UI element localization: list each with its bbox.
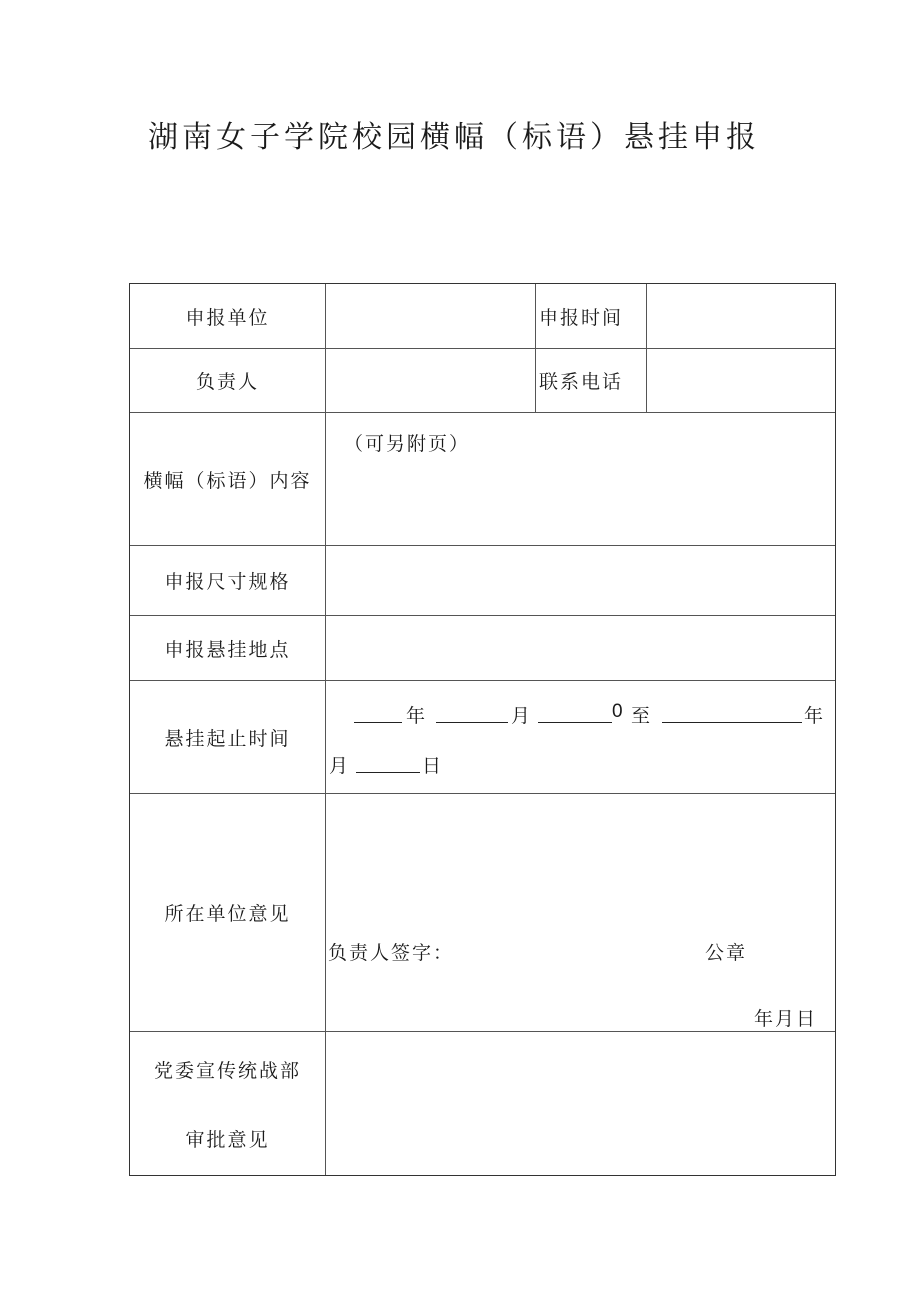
row-person-phone	[130, 349, 835, 413]
period-label: 悬挂起止时间	[130, 681, 326, 793]
start-year-blank[interactable]	[354, 722, 402, 723]
start-month-blank[interactable]	[436, 722, 508, 723]
place-label: 申报悬挂地点	[130, 616, 326, 680]
person-field[interactable]	[326, 349, 536, 412]
end-year-blank[interactable]	[662, 722, 802, 723]
size-field[interactable]	[326, 546, 835, 615]
seal-label: 公章	[705, 942, 748, 964]
approval-field[interactable]	[326, 1032, 835, 1175]
unit-opinion-field[interactable]	[326, 794, 835, 1031]
unit-field[interactable]	[326, 284, 536, 348]
to-text: 至	[631, 705, 653, 727]
row-period	[130, 681, 835, 794]
time-label: 申报时间	[536, 284, 647, 348]
person-label: 负责人	[130, 349, 326, 412]
end-day-text: 日	[422, 755, 444, 777]
content-note: （可另附页）	[344, 433, 471, 455]
date-label: 年月日	[754, 1008, 818, 1030]
end-month-text: 月	[329, 755, 351, 777]
content-field[interactable]	[326, 413, 835, 545]
signature-label: 负责人签字：	[328, 942, 455, 964]
content-label: 横幅（标语）内容	[130, 413, 326, 545]
application-form	[129, 283, 836, 1176]
size-label: 申报尺寸规格	[130, 546, 326, 615]
row-place	[130, 616, 835, 681]
approval-label-line1: 党委宣传统战部	[153, 1059, 301, 1082]
phone-label: 联系电话	[536, 349, 647, 412]
end-day-blank[interactable]	[356, 772, 420, 773]
approval-label-line2: 审批意见	[185, 1128, 270, 1151]
end-year-text: 年	[804, 705, 826, 727]
start-year-text: 年	[406, 705, 428, 727]
time-field[interactable]	[647, 284, 835, 348]
approval-label	[130, 1032, 326, 1175]
unit-opinion-label: 所在单位意见	[130, 794, 326, 1031]
form-title: 湖南女子学院校园横幅（标语）悬挂申报	[148, 120, 760, 155]
unit-label: 申报单位	[130, 284, 326, 348]
row-size	[130, 546, 835, 616]
row-approval	[130, 1032, 835, 1175]
row-unit-time	[130, 284, 835, 349]
start-day-blank[interactable]	[538, 722, 612, 723]
place-field[interactable]	[326, 616, 835, 680]
start-month-text: 月	[511, 705, 533, 727]
row-unit-opinion	[130, 794, 835, 1032]
start-zero-text: 0	[612, 701, 625, 722]
period-field	[326, 681, 835, 793]
phone-field[interactable]	[647, 349, 835, 412]
row-content	[130, 413, 835, 546]
